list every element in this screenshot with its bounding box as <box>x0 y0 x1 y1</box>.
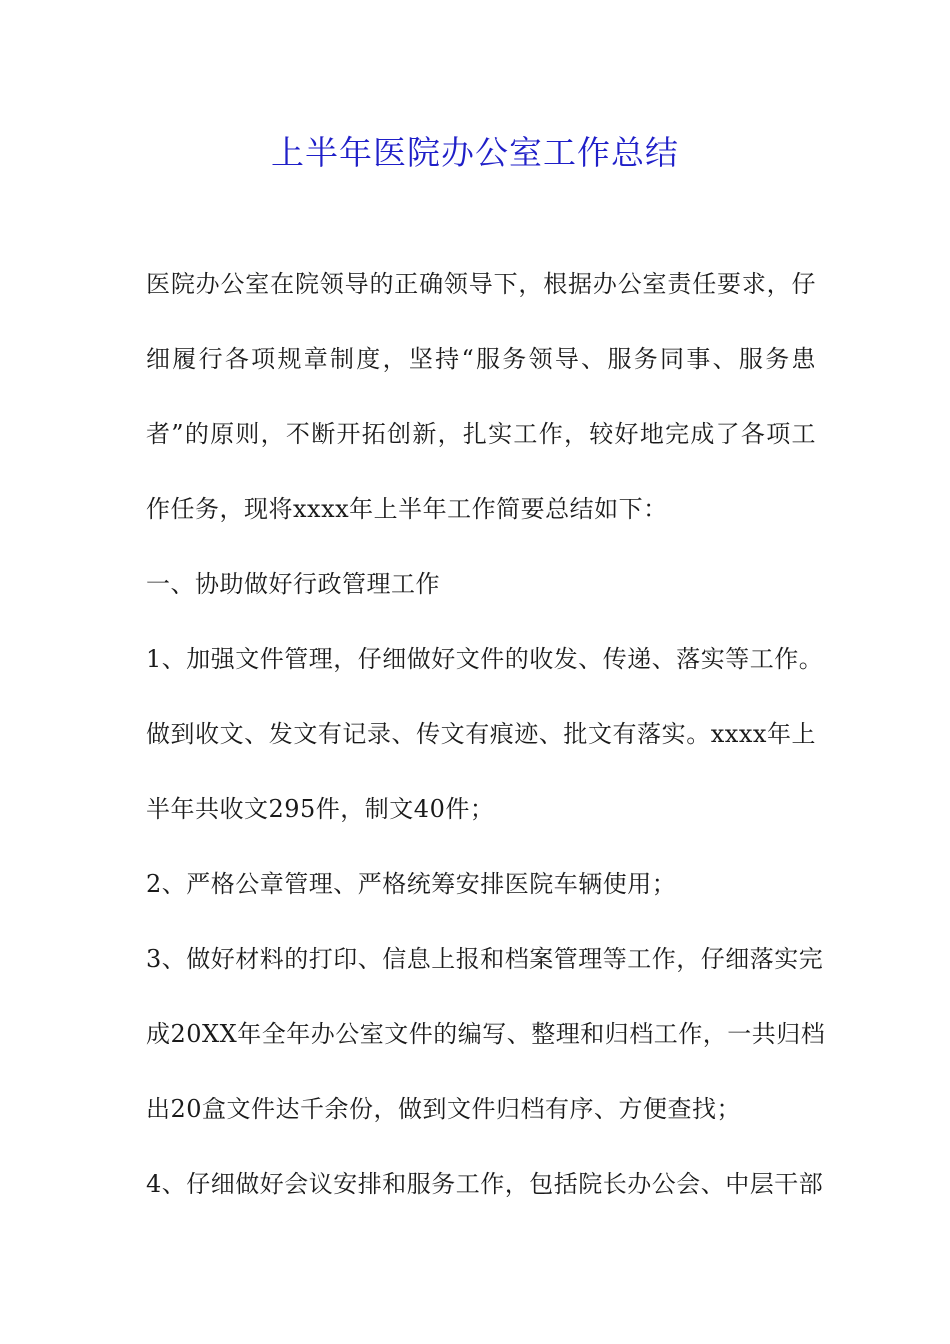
paragraph-line: 出20盒文件达千余份，做到文件归档有序、方便查找； <box>146 1095 742 1123</box>
paragraph-line: 3、做好材料的打印、信息上报和档案管理等工作，仔细落实完 <box>146 945 824 973</box>
paragraph-line: 者”的原则，不断开拓创新，扎实工作，较好地完成了各项工 <box>146 420 816 448</box>
paragraph-line: 做到收文、发文有记录、传文有痕迹、批文有落实。xxxx年上 <box>146 720 816 748</box>
paragraph-line: 细履行各项规章制度，坚持“服务领导、服务同事、服务患 <box>146 345 816 373</box>
section-heading: 一、协助做好行政管理工作 <box>146 570 440 598</box>
paragraph-line: 成20XX年全年办公室文件的编写、整理和归档工作，一共归档 <box>146 1020 826 1048</box>
paragraph-line: 半年共收文295件，制文40件； <box>146 795 495 823</box>
paragraph-line: 2、严格公章管理、严格统筹安排医院车辆使用； <box>146 870 677 898</box>
paragraph-line: 医院办公室在院领导的正确领导下，根据办公室责任要求，仔 <box>146 270 816 298</box>
paragraph-line: 4、仔细做好会议安排和服务工作，包括院长办公会、中层干部 <box>146 1170 824 1198</box>
paragraph-line: 作任务，现将xxxx年上半年工作简要总结如下： <box>146 495 668 523</box>
document-title: 上半年医院办公室工作总结 <box>271 133 679 172</box>
paragraph-line: 1、加强文件管理，仔细做好文件的收发、传递、落实等工作。 <box>146 645 824 673</box>
